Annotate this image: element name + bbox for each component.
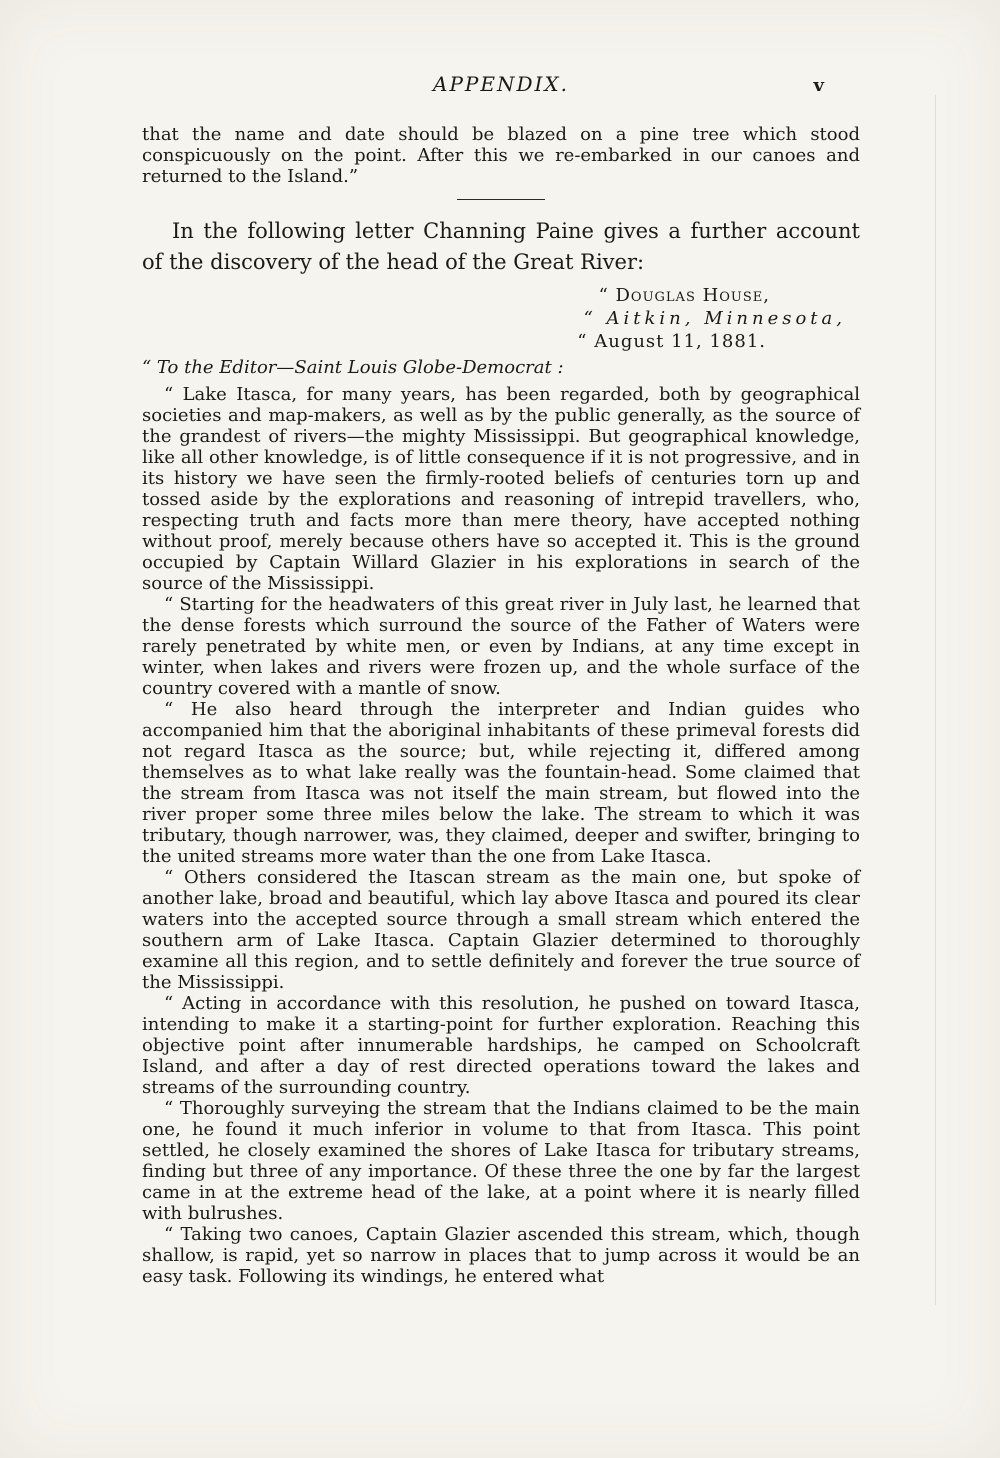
page-header: [142, 72, 860, 98]
letterhead: [142, 284, 860, 353]
letter-paragraph-1: “ Lake Itasca, for many years, has been regarded, both by geographical societies and map-makers, as well as by the public generally, as the source of the grandest of rivers—the mighty Mississippi. But geographical knowledge, like all other knowledge, is of little consequence if it is not progressive, and in its history we have seen the firmly-rooted beliefs of centuries torn up and tossed aside by the explorations and reasoning of intrepid travellers, who, respecting truth and facts more than mere theory, have accepted nothing without proof, merely because others have so accepted it. This is the ground occupied by Captain Willard Glazier in his explorations in search of the source of the Mississippi.: [142, 384, 860, 594]
letter-paragraph-5: “ Acting in accordance with this resolution, he pushed on toward Itasca, intending to make it a starting-point for further exploration. Reaching this objective point after innumerable hardships, he camped on Schoolcraft Island, and after a day of rest directed operations toward the lakes and streams of the surrounding country.: [142, 993, 860, 1098]
letter-salutation: “ To the Editor—Saint Louis Globe-Democrat :: [142, 357, 564, 378]
letterhead-date: “ August 11, 1881.: [577, 331, 766, 352]
letter-paragraph-2: “ Starting for the headwaters of this great river in July last, he learned that the dense forests which surround the source of the Father of Waters were rarely penetrated by white men, or even by Indians, at any time except in winter, when lakes and rivers were frozen up, and the whole surface of the country covered with a mantle of snow.: [142, 594, 860, 699]
letter-paragraph-4: “ Others considered the Itascan stream as the main one, but spoke of another lake, broad and beautiful, which lay above Itasca and poured its clear waters into the accepted source through a small stream which entered the southern arm of Lake Itasca. Captain Glazier determined to thoroughly examine all this region, and to settle definitely and forever the true source of the Mississippi.: [142, 867, 860, 993]
section-divider: [457, 199, 545, 200]
letter-paragraph-6: “ Thoroughly surveying the stream that the Indians claimed to be the main one, he found it much inferior in volume to that from Itasca. This point settled, he closely examined the shores of Lake Itasca for tributary streams, finding but three of any importance. Of these three the one by far the largest came in at the extreme head of the lake, at a point where it is nearly filled with bulrushes.: [142, 1098, 860, 1224]
continuation-paragraph: that the name and date should be blazed on a pine tree which stood conspicuously on the point. After this we re-embarked in our canoes and returned to the Island.”: [142, 124, 860, 187]
letterhead-house: “ Douglas House,: [598, 285, 770, 306]
letter-paragraph-7: “ Taking two canoes, Captain Glazier ascended this stream, which, though shallow, is rapid, yet so narrow in places that to jump across it would be an easy task. Following its windings, he entered what: [142, 1224, 860, 1287]
page-number: v: [813, 75, 824, 96]
running-head: APPENDIX.: [433, 72, 569, 96]
intro-paragraph: In the following letter Channing Paine gives a further account of the discovery of the head of the Great River:: [142, 219, 860, 274]
letterhead-place: “ Aitkin, Minnesota,: [583, 308, 846, 329]
scan-artifact-line: [935, 95, 936, 1305]
letter-paragraph-3: “ He also heard through the interpreter and Indian guides who accompanied him that the aboriginal inhabitants of these primeval forests did not regard Itasca as the source; but, while rejecting it, differed among themselves as to what lake really was the fountain-head. Some claimed that the stream from Itasca was not itself the main stream, but flowed into the river proper some three miles below the lake. The stream to which it was tributary, though narrower, was, they claimed, deeper and swifter, bringing to the united streams more water than the one from Lake Itasca.: [142, 699, 860, 867]
